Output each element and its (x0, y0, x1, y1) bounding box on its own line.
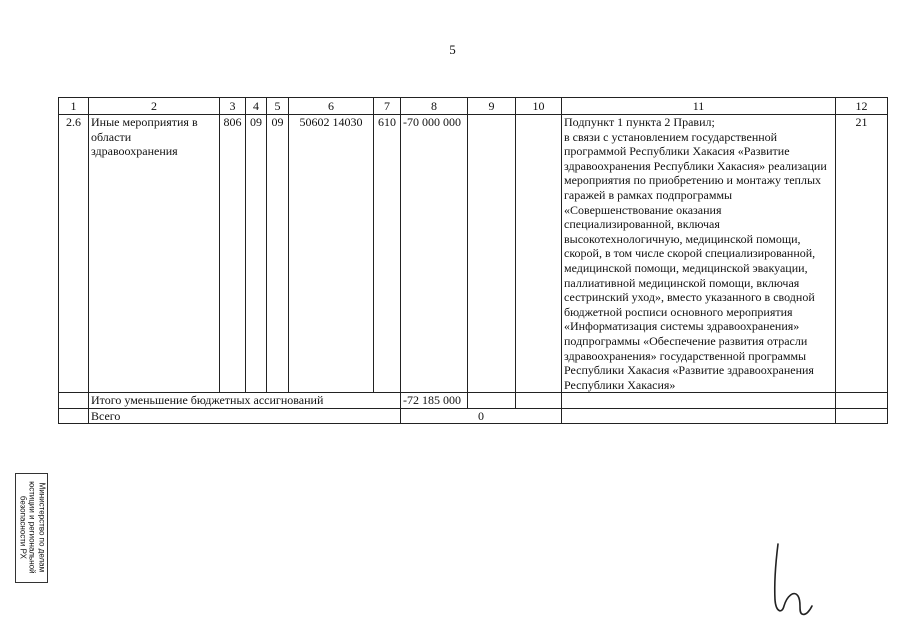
header-cell: 2 (89, 98, 220, 115)
row-col-12: 21 (836, 115, 888, 393)
grand-total-row (59, 408, 888, 424)
header-cell: 9 (468, 98, 516, 115)
row-number: 2.6 (59, 115, 89, 393)
page-number: 5 (449, 42, 456, 57)
header-cell: 12 (836, 98, 888, 115)
grand-total-value: 0 (401, 408, 562, 424)
header-cell: 11 (562, 98, 836, 115)
header-cell: 7 (374, 98, 401, 115)
header-cell: 1 (59, 98, 89, 115)
total-decrease-value: -72 185 000 (401, 393, 468, 409)
row-amount: -70 000 000 (401, 115, 468, 393)
row-code-4: 09 (246, 115, 267, 393)
header-row (59, 98, 888, 115)
header-cell: 8 (401, 98, 468, 115)
header-cell: 4 (246, 98, 267, 115)
grand-total-label: Всего (89, 408, 401, 424)
row-code-3: 806 (220, 115, 246, 393)
total-decrease-row (59, 393, 888, 409)
row-code-7: 610 (374, 115, 401, 393)
header-cell: 6 (289, 98, 374, 115)
header-cell: 10 (516, 98, 562, 115)
row-reason: Подпункт 1 пункта 2 Правил; в связи с установлением государственной программой Республики Хакасия «Развитие здравоохранения Республики Хакасия» реализации мероприятия по приобретению и монтажу теплых гаражей в рамках подпрограммы «Совершенствование оказания специализированной, включая высокотехнологичную, медицинской помощи, скорой, в том числе скорой специализированной, медицинской помощи, медицинской эвакуации, паллиативной медицинской помощи, включая сестринский уход», вместо указанного в сводной бюджетной росписи основного мероприятия «Информатизация системы здравоохранения» подпрограммы «Обеспечение развития отрасли здравоохранения» государственной программы Республики Хакасия «Развитие здравоохранения Республики Хакасия» (562, 115, 836, 393)
row-code-5: 09 (267, 115, 289, 393)
row-col-10 (516, 115, 562, 393)
ministry-stamp (15, 473, 48, 583)
row-name: Иные мероприятия в области здравоохранения (89, 115, 220, 393)
handwritten-signature-icon (760, 540, 820, 620)
header-cell: 5 (267, 98, 289, 115)
row-col-9 (468, 115, 516, 393)
stamp-text: Министерство по делам юстиции и региональной безопасности РХ (17, 481, 46, 574)
budget-changes-table (58, 97, 888, 424)
total-decrease-label: Итого уменьшение бюджетных ассигнований (89, 393, 401, 409)
header-cell: 3 (220, 98, 246, 115)
table-row (59, 115, 888, 393)
row-code-6: 50602 14030 (289, 115, 374, 393)
